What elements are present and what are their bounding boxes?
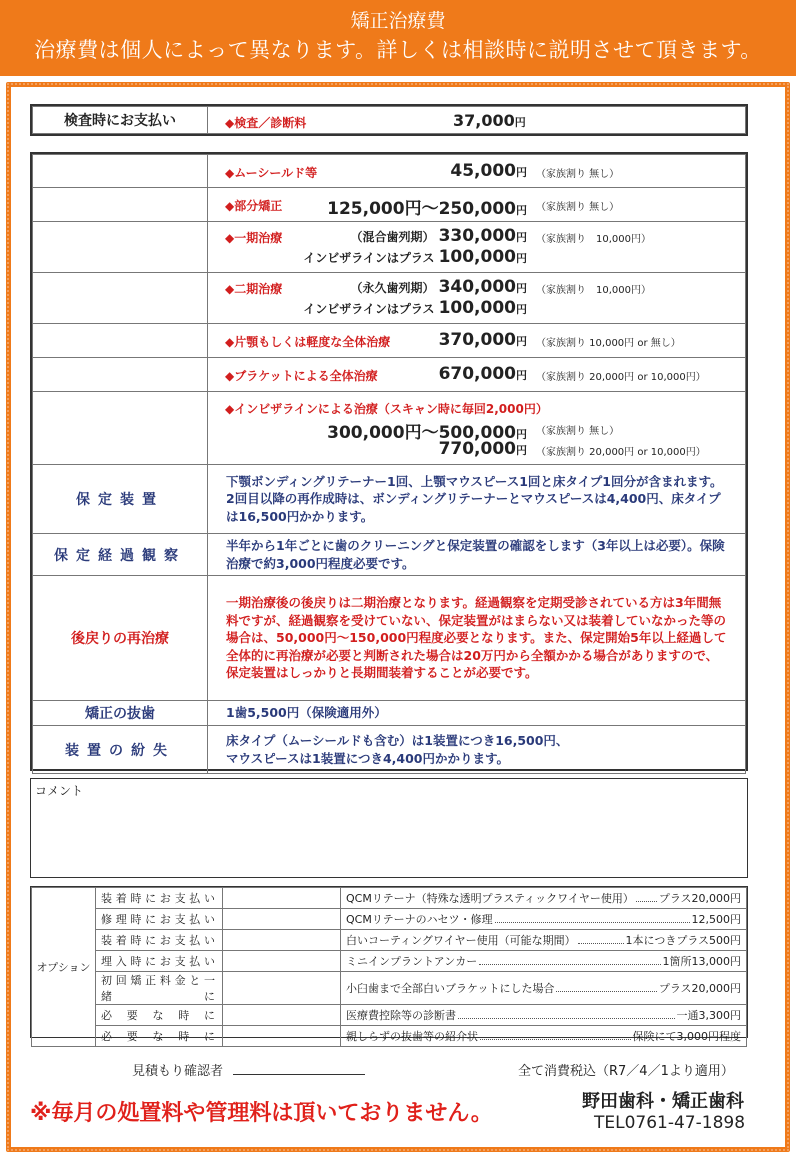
price: （混合歯列期） 330,000円 [350, 226, 527, 246]
info-row [33, 465, 746, 534]
option-item: ミニインプラントアンカー 1箇所13,000円 [346, 955, 741, 968]
treatment-name: ◆一期治療 [225, 231, 283, 245]
price-line [208, 247, 745, 268]
treatment-name: ◆インビザラインによる治療（スキャン時に毎回2,000円） [225, 401, 548, 416]
price-row-label [33, 273, 208, 324]
price-line [208, 194, 745, 219]
family-discount-note: （家族割り 20,000円 or 10,000円） [536, 446, 706, 458]
tax-note: 全て消費税込（R7／4／1より適用） [518, 1064, 734, 1079]
price: インビザラインはプラス 100,000円 [303, 247, 527, 267]
price: 125,000円～250,000円 [327, 199, 527, 219]
price-row-label [33, 324, 208, 358]
option-item: 小臼歯まで全部白いブラケットにした場合 プラス20,000円 [346, 982, 741, 995]
info-row [33, 726, 746, 774]
family-discount-note: （家族割り 10,000円 or 無し） [536, 338, 681, 349]
info-row [33, 534, 746, 576]
option-timing: 装着時にお支払い [96, 930, 223, 951]
price: インビザラインはプラス 100,000円 [303, 298, 527, 318]
exam-fee-table [30, 104, 748, 136]
family-discount-note: （家族割り 20,000円 or 10,000円） [536, 372, 706, 383]
price-row [33, 188, 746, 222]
price-line [208, 330, 745, 351]
page-subtitle: 治療費は個人によって異なります。詳しくは相談時に説明させて頂きます。 [34, 38, 762, 62]
exam-item: ◆検査／診断料 [225, 116, 307, 130]
exam-label: 検査時にお支払い [33, 107, 208, 134]
option-item: 医療費控除等の診断書 一通3,300円 [346, 1009, 741, 1022]
treatment-name: ◆ブラケットによる全体治療 [225, 369, 378, 383]
page-title: 矯正治療費 [350, 10, 446, 32]
treatment-name: ◆部分矯正 [225, 199, 283, 213]
header-banner [0, 0, 796, 76]
treatment-name: ◆片顎もしくは軽度な全体治療 [225, 335, 391, 349]
option-row [32, 930, 747, 951]
signature-line[interactable] [233, 1061, 365, 1075]
family-discount-note: （家族割り 10,000円） [536, 285, 651, 296]
option-timing: 装着時にお支払い [96, 888, 223, 909]
price: 300,000円～500,000円 [327, 422, 527, 443]
option-row [32, 1026, 747, 1047]
price-row-label [33, 155, 208, 188]
price-line [208, 161, 745, 182]
info-text: 下顎ボンディングリテーナー1回、上顎マウスピース1回と床タイプ1回分が含まれます。2回目以降の再作成時は、ボンディングリテーナーとマウスピースは4,400円、床タイプは16,500円かかります。 [208, 465, 746, 534]
family-discount-note: （家族割り 無し） [536, 202, 620, 213]
option-item: 親しらずの抜歯等の紹介状 保険にて3,000円程度 [346, 1030, 741, 1043]
comment-label: コメント [35, 784, 84, 798]
option-timing: 必要な時に [96, 1026, 223, 1047]
option-timing: 初回矯正料金と一緒に [96, 972, 223, 1005]
price-line [208, 298, 745, 319]
info-text: 半年から1年ごとに歯のクリーニングと保定装置の確認をします（3年以上は必要）。保険治療で約3,000円程度必要です。 [208, 534, 746, 576]
options-table [30, 886, 748, 1043]
fee-table [30, 152, 748, 771]
price-row [33, 324, 746, 358]
options-label: オプション [32, 888, 96, 1047]
info-text: 1歯5,500円（保険適用外） [208, 701, 746, 726]
estimate-confirmer: 見積もり確認者 [132, 1060, 365, 1079]
price-row [33, 155, 746, 188]
option-timing: 必要な時に [96, 1005, 223, 1026]
option-timing: 修理時にお支払い [96, 909, 223, 930]
info-text: 床タイプ（ムーシールドも含む）は1装置につき16,500円、 マウスピースは1装置につき4,400円かかります。 [208, 726, 746, 774]
option-row [32, 1005, 747, 1026]
notice: ※毎月の処置料や管理料は頂いておりません。 [30, 1101, 493, 1126]
option-timing: 埋入時にお支払い [96, 951, 223, 972]
price-row [33, 222, 746, 273]
price-line [208, 364, 745, 385]
info-label: 保定経過観察 [33, 534, 208, 576]
price-row-label [33, 392, 208, 465]
clinic-name: 野田歯科・矯正歯科 [582, 1091, 744, 1112]
info-label: 保定装置 [33, 465, 208, 534]
price-line [208, 277, 745, 298]
option-row [32, 888, 747, 909]
comment-box[interactable] [30, 778, 748, 878]
exam-price: 37,000円 [453, 111, 526, 130]
option-row [32, 972, 747, 1005]
price-line [208, 418, 745, 443]
price: 770,000円 [438, 438, 527, 459]
option-item: QCMリテーナ（特殊な透明プラスティックワイヤー使用） プラス20,000円 [346, 892, 741, 905]
price: 45,000円 [450, 160, 527, 181]
price-row-label [33, 188, 208, 222]
info-label: 装置の紛失 [33, 726, 208, 774]
family-discount-note: （家族割り 無し） [536, 425, 620, 437]
clinic-tel: TEL0761-47-1898 [594, 1113, 746, 1133]
info-row [33, 701, 746, 726]
price: 670,000円 [438, 364, 527, 384]
treatment-name: ◆二期治療 [225, 282, 283, 296]
price-row [33, 392, 746, 465]
option-row [32, 909, 747, 930]
option-item: 白いコーティングワイヤー使用（可能な期間） 1本につきプラス500円 [346, 934, 741, 947]
price-row-label [33, 222, 208, 273]
price-line [208, 439, 745, 460]
option-row [32, 951, 747, 972]
family-discount-note: （家族割り 無し） [536, 168, 620, 180]
treatment-name: ◆ムーシールド等 [225, 165, 318, 180]
family-discount-note: （家族割り 10,000円） [536, 234, 651, 245]
price: （永久歯列期） 340,000円 [350, 277, 527, 297]
price-line [208, 226, 745, 247]
info-row [33, 576, 746, 701]
price-line [208, 397, 745, 418]
price: 370,000円 [438, 330, 527, 350]
info-label: 矯正の抜歯 [33, 701, 208, 726]
info-text: 一期治療後の後戻りは二期治療となります。経過観察を定期受診されている方は3年間無料ですが、経過観察を受けていない、保定装置がはまらない又は装着していなかった等の場合は、50,000円～150,000円程度必要となります。また、保定開始5年以上経過して全体的に再治療が必要と判断された場合は20万円から全額かかる場合がありますので、保定装置はしっかりと長期間装着することが必要です。 [208, 576, 746, 701]
info-label: 後戻りの再治療 [33, 576, 208, 701]
option-item: QCMリテーナのハセツ・修理 12,500円 [346, 913, 741, 926]
price-row-label [33, 358, 208, 392]
price-row [33, 273, 746, 324]
price-row [33, 358, 746, 392]
